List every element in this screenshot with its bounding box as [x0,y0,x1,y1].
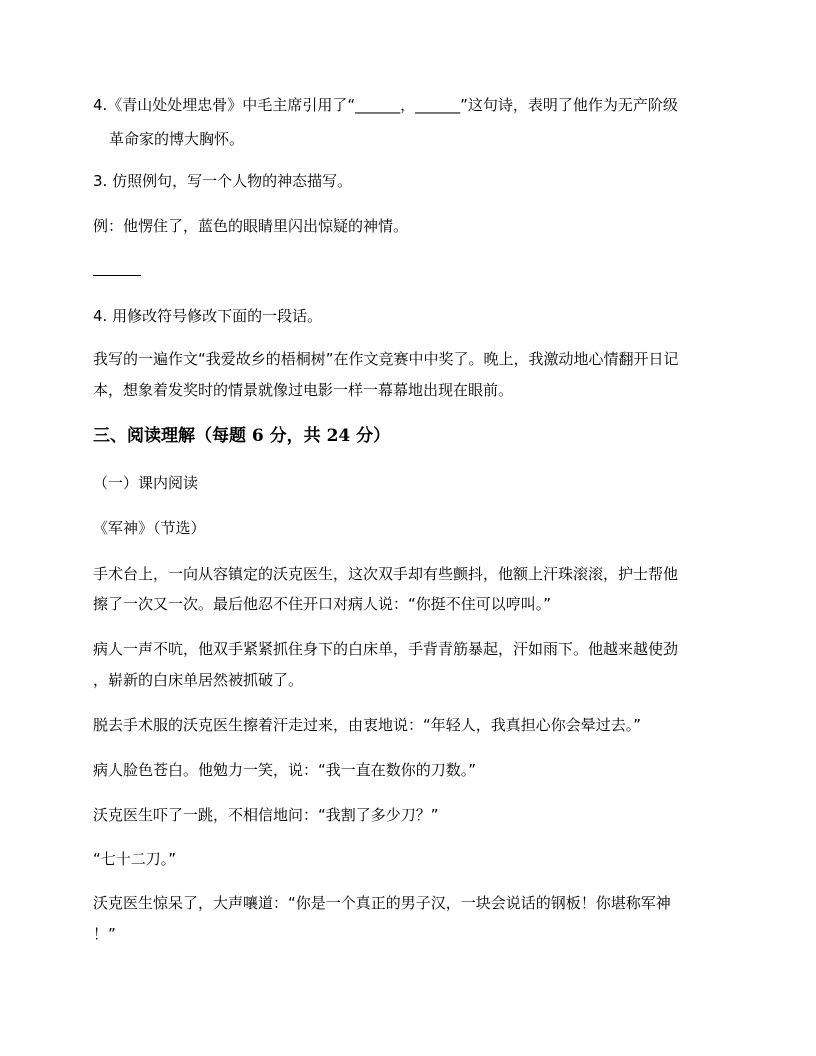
passage-paragraph-5: 沃克医生吓了一跳，不相信地问：“我割了多少刀？” [93,806,439,824]
passage-paragraph-1-line-2: 擦了一次又一次。最后他忍不住开口对病人说：“你挺不住可以哼叫。” [93,595,552,613]
passage-paragraph-7-line-1: 沃克医生惊呆了，大声嚷道：“你是一个真正的男子汉，一块会说话的钢板！你堪称军神 [93,894,671,912]
passage-paragraph-2-line-1: 病人一声不吭，他双手紧紧抓住身下的白床单，手背青筋暴起，汗如雨下。他越来越使劲 [93,640,679,658]
revision-paragraph-line-1: 我写的一遍作文“我爱故乡的梧桐树”在作文竞赛中中奖了。晚上，我激动地心情翻开日记 [93,350,679,368]
question-4-line-1: 4.《青山处处埋忠骨》中毛主席引用了“______，______”这句诗，表明了他作为无产阶级 [93,96,678,114]
question-4-line-2: 革命家的博大胸怀。 [109,130,245,148]
passage-paragraph-7-line-2: ！” [93,925,116,943]
question-3-title: 3. 仿照例句，写一个人物的神态描写。 [93,172,353,190]
answer-blank-line [93,275,141,276]
subsection-title: （一）课内阅读 [93,474,199,492]
question-4-revision-title: 4. 用修改符号修改下面的一段话。 [93,307,323,325]
section-heading-reading: 三、阅读理解（每题 6 分，共 24 分） [93,426,391,446]
passage-paragraph-4: 病人脸色苍白。他勉力一笑，说：“我一直在数你的刀数。” [93,761,477,779]
passage-title: 《军神》（节选） [93,519,206,537]
passage-paragraph-1-line-1: 手术台上，一向从容镇定的沃克医生，这次双手却有些颤抖，他额上汗珠滚滚，护士帮他 [93,565,679,583]
passage-paragraph-6: “七十二刀。” [93,850,177,868]
example-sentence: 例：他愣住了，蓝色的眼睛里闪出惊疑的神情。 [93,217,409,235]
passage-paragraph-3: 脱去手术服的沃克医生擦着汗走过来，由衷地说：“年轻人，我真担心你会晕过去。” [93,716,642,734]
passage-paragraph-2-line-2: ，崭新的白床单居然被抓破了。 [93,671,304,689]
revision-paragraph-line-2: 本，想象着发奖时的情景就像过电影一样一幕幕地出现在眼前。 [93,381,514,399]
